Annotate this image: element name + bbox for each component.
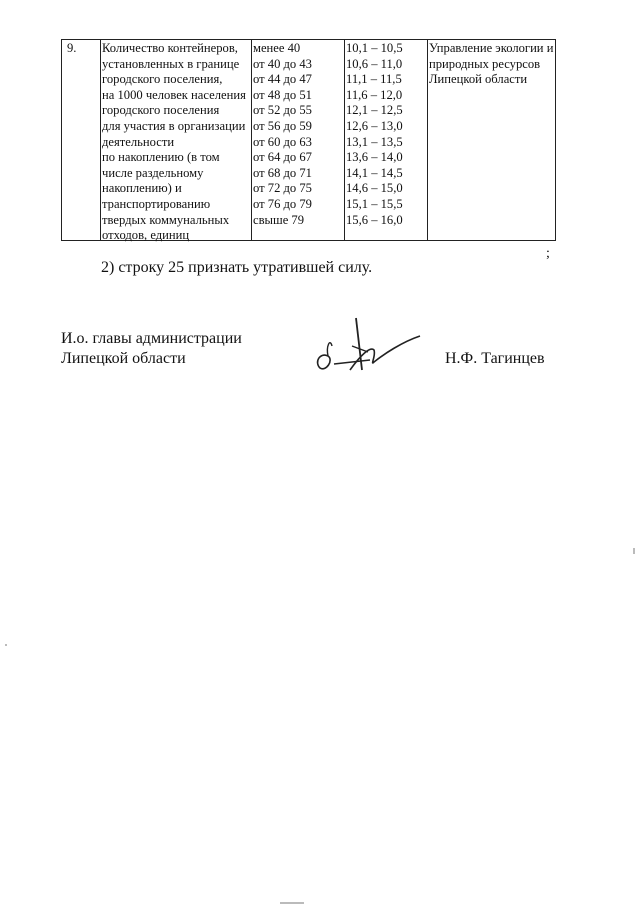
range-cell: свыше 79: [253, 212, 305, 227]
range-cell: от 68 до 71: [253, 165, 312, 180]
scan-artifact: [633, 548, 635, 554]
value-cell: 11,6 – 12,0: [346, 87, 403, 102]
amendment-paragraph: 2) строку 25 признать утратившей силу.: [101, 259, 373, 276]
description-line: деятельности: [102, 134, 175, 149]
description-line: транспортированию: [102, 196, 211, 211]
description-line: по накоплению (в том: [102, 150, 220, 165]
range-cell: от 72 до 75: [253, 181, 312, 196]
range-cell: от 40 до 43: [253, 56, 312, 71]
description-line: для участия в организации: [102, 118, 246, 133]
table-end-mark: ;: [546, 246, 550, 261]
description-line: числе раздельному: [102, 165, 204, 180]
signatory-title-line1: И.о. главы администрации: [61, 330, 242, 347]
range-cell: от 44 до 47: [253, 72, 312, 87]
value-cell: 13,1 – 13,5: [346, 134, 403, 149]
value-cell: 10,1 – 10,5: [346, 41, 403, 55]
description-line: на 1000 человек населения: [102, 87, 246, 102]
indicator-table: [61, 39, 556, 241]
description-line: твердых коммунальных: [102, 212, 230, 227]
description-line: установленных в границе: [102, 56, 240, 71]
value-cell: 12,1 – 12,5: [346, 103, 403, 118]
row-number: 9.: [67, 41, 77, 55]
range-cell: от 64 до 67: [253, 150, 312, 165]
signatory-title-line2: Липецкой области: [61, 350, 186, 367]
responsible-body: Управление экологии и природных ресурсов Липецкой области: [429, 41, 554, 87]
range-cell: от 76 до 79: [253, 196, 312, 211]
value-cell: 11,1 – 11,5: [346, 72, 402, 87]
value-cell: 13,6 – 14,0: [346, 150, 403, 165]
value-cell: 14,6 – 15,0: [346, 181, 403, 196]
signatory-name: Н.Ф. Тагинцев: [445, 350, 545, 367]
signatory-title: [61, 329, 242, 369]
value-cell: 15,6 – 16,0: [346, 212, 403, 227]
description-line: накоплению) и: [102, 181, 182, 196]
range-cell: от 48 до 51: [253, 87, 312, 102]
handwritten-signature: [312, 316, 424, 378]
description-line: городского поселения: [102, 103, 220, 118]
indicator-description: [102, 41, 252, 244]
range-cell: от 56 до 59: [253, 118, 312, 133]
value-cell: 14,1 – 14,5: [346, 165, 403, 180]
range-cell: менее 40: [253, 41, 301, 55]
description-line: Количество контейнеров,: [102, 41, 238, 55]
scan-artifact: [280, 902, 304, 904]
population-ranges: [253, 41, 343, 228]
description-line: отходов, единиц: [102, 228, 190, 243]
indicator-values: [346, 41, 426, 228]
value-cell: 15,1 – 15,5: [346, 196, 403, 211]
value-cell: 12,6 – 13,0: [346, 118, 403, 133]
scan-artifact: [5, 644, 7, 646]
range-cell: от 52 до 55: [253, 103, 312, 118]
description-line: городского поселения,: [102, 72, 223, 87]
range-cell: от 60 до 63: [253, 134, 312, 149]
value-cell: 10,6 – 11,0: [346, 56, 403, 71]
